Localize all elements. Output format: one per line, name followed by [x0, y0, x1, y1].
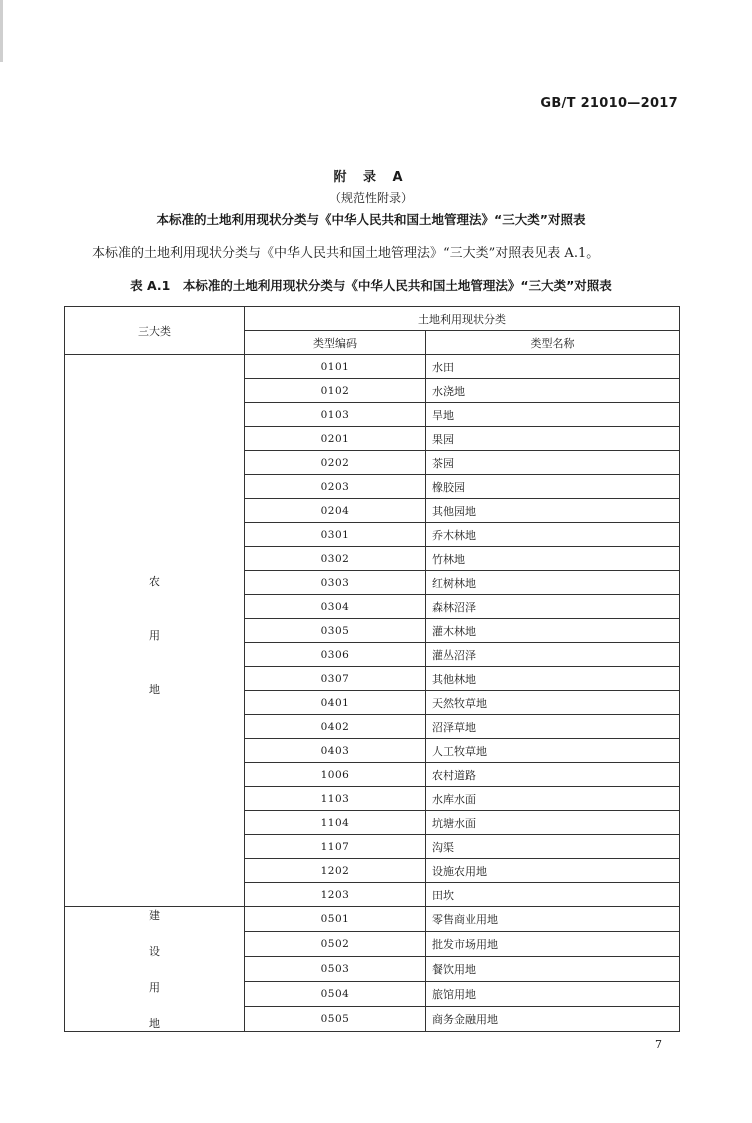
type-name-cell: 水田 — [426, 355, 680, 379]
type-name-cell: 商务金融用地 — [426, 1007, 680, 1032]
category-char: 用 — [149, 628, 160, 642]
type-name-cell: 其他园地 — [426, 499, 680, 523]
type-code-cell: 0302 — [245, 547, 426, 571]
type-name-cell: 竹林地 — [426, 547, 680, 571]
type-name-cell: 其他林地 — [426, 667, 680, 691]
type-name-cell: 沼泽草地 — [426, 715, 680, 739]
header-group: 土地利用现状分类 — [245, 307, 680, 331]
type-name-cell: 零售商业用地 — [426, 907, 680, 932]
type-code-cell: 0101 — [245, 355, 426, 379]
type-name-cell: 乔木林地 — [426, 523, 680, 547]
type-code-cell: 0304 — [245, 595, 426, 619]
header-code: 类型编码 — [245, 331, 426, 355]
category-char: 建 — [149, 909, 160, 922]
type-name-cell: 橡胶园 — [426, 475, 680, 499]
type-name-cell: 沟渠 — [426, 835, 680, 859]
category-char: 用 — [149, 981, 160, 994]
type-name-cell: 坑塘水面 — [426, 811, 680, 835]
type-code-cell: 0202 — [245, 451, 426, 475]
appendix-title: 附 录 A — [333, 170, 409, 185]
type-name-cell: 批发市场用地 — [426, 932, 680, 957]
type-name-cell: 果园 — [426, 427, 680, 451]
type-name-cell: 餐饮用地 — [426, 957, 680, 982]
type-code-cell: 1006 — [245, 763, 426, 787]
type-name-cell: 旱地 — [426, 403, 680, 427]
type-name-cell: 水库水面 — [426, 787, 680, 811]
type-code-cell: 1202 — [245, 859, 426, 883]
category-cell — [65, 907, 245, 1032]
type-code-cell: 0301 — [245, 523, 426, 547]
type-code-cell: 1103 — [245, 787, 426, 811]
type-code-cell: 0402 — [245, 715, 426, 739]
type-code-cell: 0501 — [245, 907, 426, 932]
category-char: 地 — [149, 682, 160, 696]
type-code-cell: 0403 — [245, 739, 426, 763]
standard-code: GB/T 21010—2017 — [540, 96, 678, 111]
type-code-cell: 0306 — [245, 643, 426, 667]
type-name-cell: 设施农用地 — [426, 859, 680, 883]
type-name-cell: 田坎 — [426, 883, 680, 907]
type-name-cell: 水浇地 — [426, 379, 680, 403]
appendix-subtitle: （规范性附录） — [328, 191, 413, 205]
type-code-cell: 0201 — [245, 427, 426, 451]
type-code-cell: 0102 — [245, 379, 426, 403]
table-caption: 表 A.1 本标准的土地利用现状分类与《中华人民共和国土地管理法》“三大类”对照表 — [130, 278, 612, 293]
type-code-cell: 0307 — [245, 667, 426, 691]
page-number: 7 — [655, 1038, 662, 1051]
type-name-cell: 天然牧草地 — [426, 691, 680, 715]
category-char: 地 — [149, 1017, 160, 1030]
type-name-cell: 灌木林地 — [426, 619, 680, 643]
classification-table — [64, 306, 680, 1032]
type-code-cell: 1203 — [245, 883, 426, 907]
type-name-cell: 农村道路 — [426, 763, 680, 787]
category-char: 设 — [149, 945, 160, 958]
type-code-cell: 0401 — [245, 691, 426, 715]
category-char: 农 — [149, 574, 160, 588]
type-code-cell: 1104 — [245, 811, 426, 835]
type-code-cell: 0503 — [245, 957, 426, 982]
type-code-cell: 0505 — [245, 1007, 426, 1032]
type-code-cell: 0204 — [245, 499, 426, 523]
table-row — [65, 907, 680, 932]
type-code-cell: 0203 — [245, 475, 426, 499]
intro-paragraph: 本标准的土地利用现状分类与《中华人民共和国土地管理法》“三大类”对照表见表 A.1。 — [92, 246, 600, 261]
page-edge-strip — [0, 0, 3, 62]
type-code-cell: 1107 — [245, 835, 426, 859]
type-name-cell: 灌丛沼泽 — [426, 643, 680, 667]
type-code-cell: 0504 — [245, 982, 426, 1007]
category-cell — [65, 355, 245, 907]
header-name: 类型名称 — [426, 331, 680, 355]
type-code-cell: 0502 — [245, 932, 426, 957]
header-category: 三大类 — [65, 307, 245, 355]
type-name-cell: 旅馆用地 — [426, 982, 680, 1007]
type-name-cell: 人工牧草地 — [426, 739, 680, 763]
type-name-cell: 茶园 — [426, 451, 680, 475]
type-name-cell: 红树林地 — [426, 571, 680, 595]
type-code-cell: 0305 — [245, 619, 426, 643]
type-code-cell: 0303 — [245, 571, 426, 595]
table-row — [65, 355, 680, 379]
type-name-cell: 森林沼泽 — [426, 595, 680, 619]
appendix-heading: 本标准的土地利用现状分类与《中华人民共和国土地管理法》“三大类”对照表 — [156, 212, 586, 227]
type-code-cell: 0103 — [245, 403, 426, 427]
